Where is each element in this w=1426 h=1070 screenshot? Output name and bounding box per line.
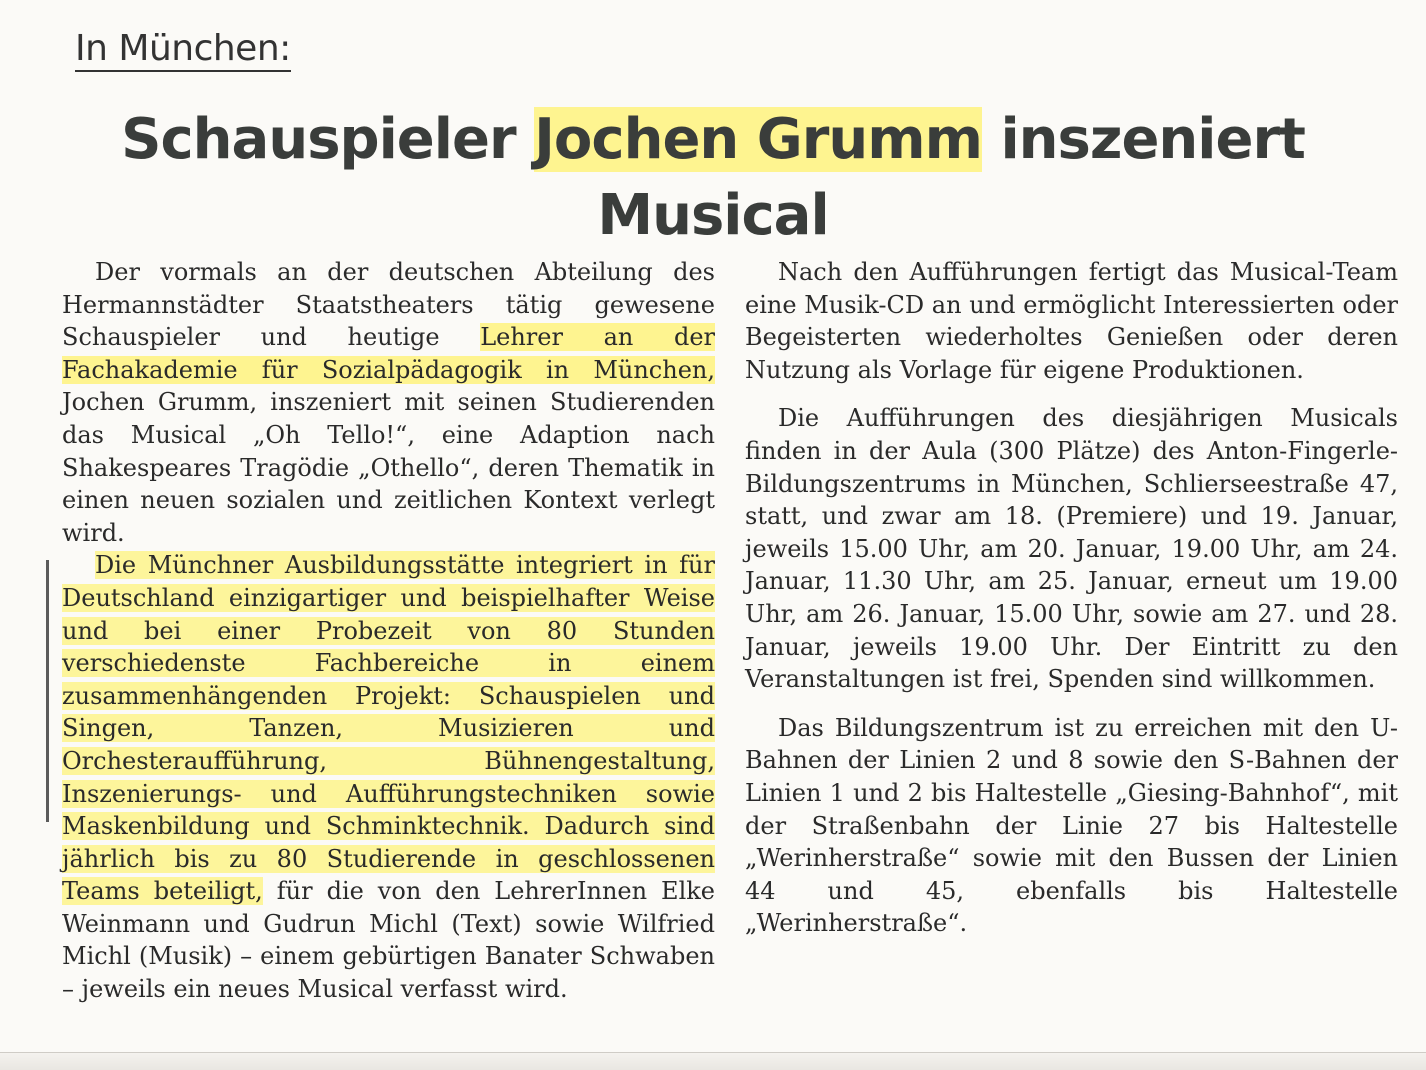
article-headline — [0, 102, 1426, 254]
headline-text-end: inszeniert Musical — [597, 107, 1305, 248]
right-paragraph-2: Die Aufführungen des diesjährigen Musicals finden in der Aula (300 Plätze) des Anton-Fingerle-Bildungszentrums in München, Schlierseestraße 47, statt, und zwar am 18. (Premiere) und 19. Januar, jeweils 15.00 Uhr, am 20. Januar, 19.00 Uhr, am 24. Januar, 11.30 Uhr, am 25. Januar, erneut um 19.00 Uhr, am 26. Januar, 15.00 Uhr, sowie am 27. und 28. Januar, jeweils 19.00 Uhr. Der Eintritt zu den Veranstaltungen ist frei, Spenden sind willkommen. — [745, 404, 1398, 694]
left-p1-highlighted: Lehrer an der Fachakademie für Sozialpädagogik in München, — [62, 323, 715, 384]
left-paragraph-1 — [62, 256, 715, 549]
left-p2-highlighted: Die Münchner Ausbildungsstätte integriert in für Deutschland einzigartiger und beispielhafter Weise und bei einer Probezeit von 80 Stunden verschiedenste Fachbereiche in einem zusammenhängenden Projekt: Schauspielen und Singen, Tanzen, Musizieren und Orchesteraufführung, Bühnengestaltung, Inszenierungs- und Aufführungstechniken sowie Maskenbildung und Schminktechnik. Dadurch sind jährlich bis zu 80 Studierende in geschlossenen Teams beteiligt, — [62, 551, 715, 906]
section-label: In München: — [75, 28, 291, 72]
left-p1-start: Der vormals an der deutschen Abteilung des Hermannstädter Staatstheaters tätig gewesene Schauspieler und heutige — [62, 258, 715, 352]
left-p2-end: für die von den LehrerInnen Elke Weinmann und Gudrun Michl (Text) sowie Wilfried Michl (Musik) – einem gebürtigen Banater Schwaben – jeweils ein neues Musical verfasst wird. — [62, 877, 715, 1004]
left-p1-end: Jochen Grumm, inszeniert mit seinen Studierenden das Musical „Oh Tello!“, eine Adaption nach Shakespeares Tragödie „Othello“, deren Thematik in einen neuen sozialen und zeitlichen Kontext verlegt wird. — [62, 388, 715, 547]
left-paragraph-2 — [62, 549, 715, 1005]
left-column — [62, 256, 715, 1006]
right-paragraph-1: Nach den Aufführungen fertigt das Musical-Team eine Musik-CD an und ermöglicht Interessierten oder Begeisterten wiederholtes Genießen oder deren Nutzung als Vorlage für eigene Produktionen. — [745, 258, 1398, 384]
headline-text-start: Schauspieler — [121, 107, 535, 172]
scan-bottom-edge — [0, 1052, 1426, 1070]
right-paragraph-3: Das Bildungszentrum ist zu erreichen mit den U-Bahnen der Linien 2 und 8 sowie den S-Bahnen der Linien 1 und 2 bis Haltestelle „Giesing-Bahnhof“, mit der Straßenbahn der Linie 27 bis Haltestelle „Werinherstraße“ sowie mit den Bussen der Linien 44 und 45, ebenfalls bis Haltestelle „Werinherstraße“. — [745, 713, 1398, 938]
headline-highlighted-name: Jochen Grumm — [534, 107, 982, 172]
margin-pen-mark — [46, 560, 49, 822]
right-column — [745, 256, 1398, 940]
